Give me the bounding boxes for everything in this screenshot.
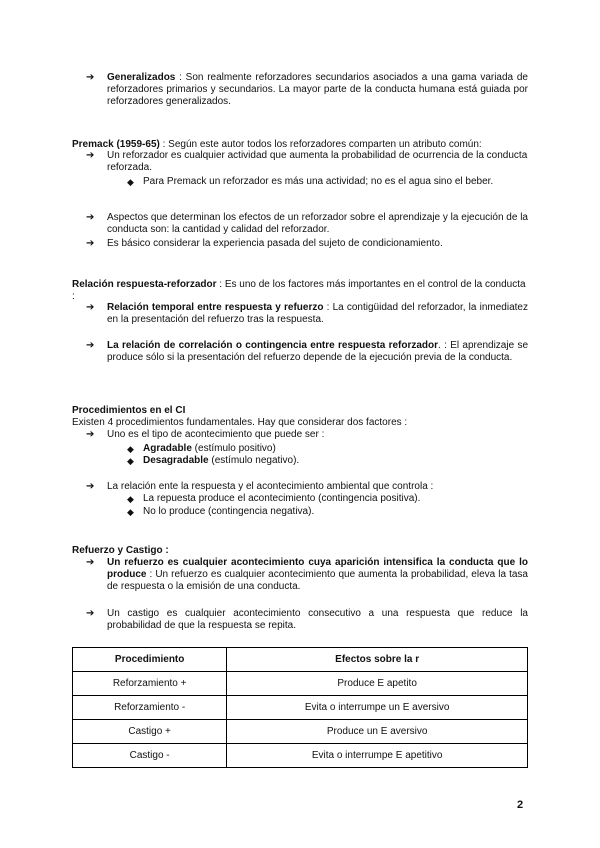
procedimientos-subitem-4: ◆ No lo produce (contingencia negativa). [127,506,315,517]
procedimientos-intro: Existen 4 procedimientos fundamentales. Hay que considerar dos factores : [72,417,408,428]
premack-item-3: ➔ Es básico considerar la experiencia pasada del sujeto de condicionamiento. [86,238,443,249]
premack-item-2: ➔ Aspectos que determinan los efectos de un reforzador sobre el aprendizaje y la ejecución de la conducta son: la cantidad y calidad del reforzador. [86,212,528,235]
refuerzo-item-2: ➔ Un castigo es cualquier acontecimiento consecutivo a una respuesta que reduce la probabilidad de que la respuesta se repita. [86,608,528,631]
diamond-icon: ◆ [127,456,134,466]
premack-heading: Premack (1959-65) [72,139,160,150]
procedimientos-item-2: ➔ La relación ente la respuesta y el acontecimiento ambiental que controla : [86,481,434,492]
refuerzo-heading: Refuerzo y Castigo : [72,545,169,556]
procedures-table [72,647,528,768]
arrow-icon: ➔ [86,150,95,161]
diamond-icon: ◆ [127,177,134,187]
refuerzo-item-1: ➔ Un refuerzo es cualquier acontecimiento cuya aparición intensifica la conducta que lo produce : Un refuerzo es cualquier acontecimiento que aumenta la probabilidad, eleva la tasa de respuesta o la emisión de una conducta. [86,557,528,592]
generalizados-item [86,72,528,108]
table-header-row [73,648,528,672]
relacion-item-1: ➔ Relación temporal entre respuesta y refuerzo : La contigüidad del reforzador, la inmediatez en la presentación del refuerzo tras la respuesta. [86,302,528,325]
relacion-heading: Relación respuesta-reforzador [72,279,217,290]
page-number: 2 [517,799,524,811]
relacion-heading-line [72,279,528,303]
procedimientos-subitem-2: ◆ Desagradable (estímulo negativo). [127,455,300,466]
premack-item-1: ➔ Un reforzador es cualquier actividad que aumenta la probabilidad de ocurrencia de la conducta reforzada. [86,150,528,173]
table-row [73,696,528,720]
procedimientos-subitem-1: ◆ Agradable (estímulo positivo) [127,443,276,454]
procedimientos-heading: Procedimientos en el CI [72,405,186,416]
table-cell: Reforzamiento - [73,696,227,720]
table-row [73,672,528,696]
arrow-icon: ➔ [86,72,95,83]
relacion-item-2: ➔ La relación de correlación o contingencia entre respuesta reforzador. : El aprendizaje se produce sólo si la presentación del refuerzo depende de la ejecución previa de la conducta. [86,340,529,363]
table-row [73,744,528,768]
table-cell: Reforzamiento + [73,672,227,696]
arrow-icon: ➔ [86,340,95,351]
table-cell: Produce E apetito [227,672,528,696]
premack-subitem-1: ◆ Para Premack un reforzador es más una actividad; no es el agua sino el beber. [127,176,494,187]
table-header-efectos: Efectos sobre la r [227,648,528,672]
arrow-icon: ➔ [86,238,95,249]
diamond-icon: ◆ [127,507,134,517]
table-header-procedimiento: Procedimiento [73,648,227,672]
diamond-icon: ◆ [127,444,134,454]
arrow-icon: ➔ [86,212,95,223]
generalizados-text: Generalizados : Son realmente reforzadores secundarios asociados a una gama variada de reforzadores primarios y secundarios. La mayor parte de la conducta humana está guiada por reforzadores generalizados. [107,72,528,107]
procedimientos-subitem-3: ◆ La repuesta produce el acontecimiento (contingencia positiva). [127,493,421,504]
table-row [73,720,528,744]
arrow-icon: ➔ [86,557,95,568]
table-cell: Castigo - [73,744,227,768]
table-cell: Castigo + [73,720,227,744]
premack-intro: : Según este autor todos los reforzadores comparten un atributo común: [159,139,482,150]
procedimientos-item-1: ➔ Uno es el tipo de acontecimiento que puede ser : [86,429,325,440]
table-cell: Evita o interrumpe un E aversivo [227,696,528,720]
diamond-icon: ◆ [127,494,134,504]
table-cell: Produce un E aversivo [227,720,528,744]
relacion-intro: : Es uno de los factores más importantes en el control de la conducta : [72,279,526,302]
table-cell: Evita o interrumpe E apetitivo [227,744,528,768]
generalizados-term: Generalizados [107,72,176,83]
arrow-icon: ➔ [86,481,95,492]
arrow-icon: ➔ [86,429,95,440]
arrow-icon: ➔ [86,302,95,313]
arrow-icon: ➔ [86,608,95,619]
